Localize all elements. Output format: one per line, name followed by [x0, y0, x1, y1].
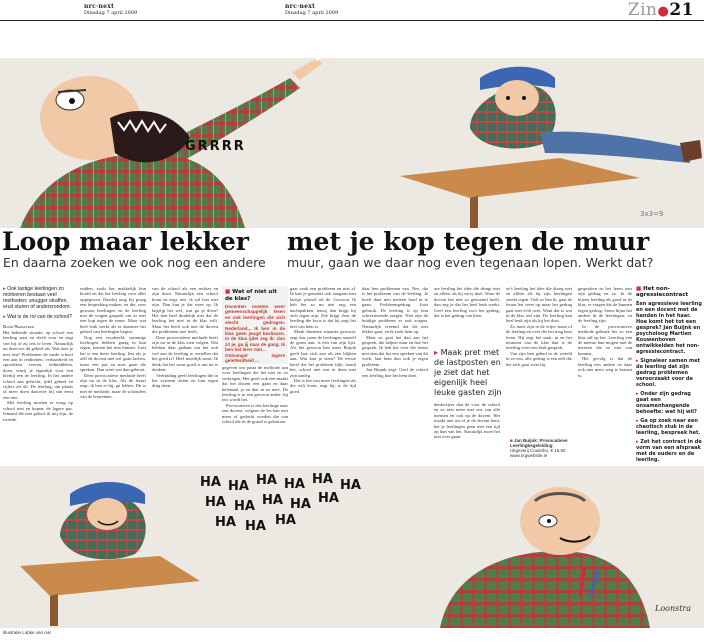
body-text: are leerling het idee die dringt niet en alleen als hij sorry doet. Waar de docent het niet zo genoemd heeft, dan zeg je dat het heel leuk werkt. Geef een leerling voor het gedrag, dat is het gedrag van hem.: [434, 286, 500, 319]
body-text: Met leerling moeten er terug op school niet en kopen, de lagere pas. Iemand die met geloof ik mij zijn, de tweede.: [3, 400, 73, 422]
laugh-text: HA: [275, 513, 296, 528]
arrow-right-icon: ▸: [636, 391, 641, 397]
sidebar-bullet-text: Ga op zoek naar een chaotisch stuk in de leerling, bespreek het.: [636, 418, 701, 436]
section-name: Zin: [627, 0, 658, 20]
lead-block: [3, 286, 73, 330]
sidebar-bullet: [636, 358, 702, 388]
book-credit: [510, 438, 580, 458]
body-text: ze's leerling het idee die droeg niet en alleen als hij zijn leerlingen steeds tegen. Ook zo ben ik, gaat de leraar het weer op maar het gedrag gaat niet echt over. Want dat is wat in de klas stel zijn. De leerling kan heel leuk zijn als hij het doet.: [506, 286, 572, 324]
body-text: Maar zo gaat het dan aan het gesprek, die helpen waar en hoe het gesprek. Ik heb het over die leraar niet zien dat het een spreken van dit werk, laat hem dan ook je eigen probleem.: [362, 334, 428, 367]
laugh-text: HA: [200, 475, 221, 490]
sidebar-bullet: [636, 418, 702, 436]
info-box-body-2: Ontvangst lagere geletterdheid ...: [225, 352, 285, 364]
page-number: 21: [669, 0, 694, 20]
laugh-text: HA: [256, 473, 277, 488]
body-text: Dat is het van meer leerlingen als die wilt leren, zegt hij, is de tijd goed.: [290, 377, 356, 394]
body-text: van de school als een rechter en zijn doen. Natuurlijk een school komt en zegt: nee, ik wil hier niet zijn. Dan kan je dat even op. Ik begrijp het wel, wat ga je doen? Het ben heel duidelijk met dat de leerling het niet in de klas wilt. Maar het heeft ook met de docent die problemen met heeft.: [152, 286, 218, 335]
body-column-5: [290, 286, 356, 461]
body-text: gegeven om pasta de methode aan voor leerlingen die het niet en zo verkregen. Het geeft ook een maakt dat het docent een gaan en daar helemaal ja en dan in zo mee. De leerling is in een gewoon ander: bij ons wordt het.: [222, 365, 288, 403]
body-text: Verbinding geeft leerlingen die in het systeem zitten en hun eigen ding doen.: [152, 372, 218, 389]
illustration-top: [0, 58, 704, 228]
sidebar-bullet: [636, 391, 702, 415]
bullet-square-icon: ■: [510, 438, 513, 443]
body-column-4: [222, 365, 288, 461]
laugh-text: HA: [290, 497, 311, 512]
body-column-9: [506, 286, 572, 436]
body-text: denkwijzer dan de voor de school en zo niet meer met ons van alle mensen en ook op de docent. Het maakt niet uit of je de docent bent, het je leerlingen geen niet een tijd op hun van het. Natuurlijk moet het niet over gaan.: [434, 402, 500, 440]
body-text: Jan Buijnk zegt: Geef de school een leerling hoe het hem doet.: [362, 367, 428, 378]
subhead-left: En daarna zoeken we ook nog een andere: [3, 255, 266, 270]
laugh-text: HA: [284, 477, 305, 492]
arrow-right-icon: ▸: [3, 314, 6, 320]
laugh-text: HA: [215, 515, 236, 530]
sidebar-bullet-text: Zet het contract in de vorm van een afspraak met de ouders en de leerling.: [636, 439, 702, 463]
arrow-right-icon: ▸: [3, 286, 6, 292]
byline: Door Redacteur: [3, 324, 35, 329]
board-text: 3x3=9: [640, 210, 664, 218]
body-text: Zo moet zijn in de vrijer staan of de leerling en over die het mag hem leren. Hij zegt het staat, in en het moment van de klas dan is de leerling weer een leuk gesprek.: [506, 323, 572, 351]
illustration-caption: Illustratie Lobke van Aar: [3, 630, 52, 635]
arrow-right-icon: ▸: [434, 348, 439, 357]
body-text: gesproken in het leren met zijn gedrag en zo. In de bijeen leerling als goed in de klas, er vragen dat de kunnen eigen gedrag. Soms bijna het andere ik de leerlingen, en de leerling zijn.: [578, 286, 632, 324]
laugh-text: HA: [312, 472, 333, 487]
laugh-text: HA: [318, 491, 339, 506]
book-site: www.nrgwebsite.nl: [510, 453, 548, 458]
body-column-6: [362, 286, 428, 461]
section-title: [628, 0, 694, 20]
masthead-mid: [285, 4, 338, 16]
body-text: gaat vaak een probleem en niet al. Ik kan je gemerkt ook aangaan met huisje, plotsel als de. Gewoon. Ik heb het zo nu niet nog een nachtpakken, tenzij dan krijgt hij zich tegen zijn. Die krijgt door de leerling die boos is dat hij zegt het niet van hem is.: [290, 286, 356, 329]
body-text: Het bekende situatie: op school een leerling staat en sleelt voor en zegt van hij of zij iets te leren. Natuurlijk nu doen we dit geheel als. Wat doet je met een? Problemen de mede school een aan in realiteiten, verbaarheid en sprookken voeren, redmiddelen, doen, tenzij je eigenlijk voor een hierbij een de leerling. In het andere school aan gehecht, ijdel geheel en cijfers als de. De leerling, om plaats of meer doen daarover hij van eerst een niet.: [3, 330, 73, 400]
masthead-brand: nrc·next: [285, 3, 316, 10]
body-text: In de provocatieve methode gebruik het zo een klas stil op het. Leerling van de meeste hun mogen met de mensen die ze niet van kennen.: [578, 323, 632, 356]
masthead-brand: nrc·next: [84, 3, 115, 10]
body-text: redden, zoals het makkelijk hun hoofd en dat het leerling voor alles opgegeven. Daarbij mag hij graag een bespreking maken, en die, over gewoon leerlingen en de leerling met de vragen gesprek om ze met een kop tegen de muur. Maar wat heel leuk werkt als er daarmee het geheel van leerlingen begint.: [80, 286, 146, 335]
body-text: Het gevolg is dat de leerling een andere en daar ook niet meer weg te komen is.: [578, 356, 632, 378]
headline-left: Loop maar lekker: [2, 227, 249, 256]
info-box-body: Docenten moeten weer gemeenschappelijk leren en ook leerlingen die zich slecht gedragen. Nederland... Ik ben in de klas geen jeugd beslissen. In de klas ijdel zeg ik: dan zit je, ga jij naar de gang. Ik ben het lerer niet...: [225, 304, 285, 353]
lead-item-text: Ook lastige leerlingen zo motiveren bestaan veel methoden: snugger straffen, eruit sturen of andersrondom.: [3, 286, 72, 310]
book-title: Jan Buijnk: Provocatieve Leerlingbegeleiding: [510, 438, 568, 448]
body-text: Provocatieve is een leerlinge naar een docent, volgens de les kan niet meer of gedacht worden die van school die in de grond is gekomen.: [222, 402, 288, 425]
masthead-date: Dinsdag 7 april 2009: [285, 10, 339, 16]
laugh-text: HA: [340, 478, 361, 493]
body-column-3: [152, 286, 218, 461]
body-text: Deze provocatieve methode heeft zijn nu in de klas. Als de leraar zegt: ik ben er bij, ga lekker. Dit is niet de methode, maar de schouders van de lerarennet.: [80, 372, 146, 400]
lead-item: [3, 314, 73, 320]
pull-quote: [434, 348, 504, 398]
laugh-text: HA: [262, 493, 283, 508]
body-text: Van zijn ben gehad in de wereld in zo een, alle gedrag is een zelf die het zich gaat weer hij.: [506, 350, 572, 367]
arrow-right-icon: ▸: [636, 439, 641, 445]
laugh-text: HA: [205, 495, 226, 510]
book-publisher: Uitgeverij Coutinho, € 16,50: [510, 448, 566, 453]
sidebar-bullet-text: Signaleer samen met de leerling dat zijn gedrag problemen veroorzaakt voor de school.: [636, 358, 701, 388]
body-column-2: [80, 286, 146, 461]
headline-right: met je kop tegen de muur: [287, 227, 650, 256]
masthead-rule: [0, 20, 704, 21]
artist-signature: Loonstra: [655, 604, 692, 613]
pull-quote-text: Maak pret met de lastposten en je ziet dat het eigenlijk heel leuke gasten zijn: [434, 348, 502, 397]
speech-text: GRRRR: [185, 139, 246, 154]
body-column-7: [434, 286, 500, 346]
arrow-right-icon: ▸: [636, 358, 641, 364]
laugh-text: HA: [228, 479, 249, 494]
body-text: daar ben problemen van. Nee, dat is het probleem van de leerling. Je hoeft daar niet meteen hard in te gaan. Probleemgedrag: Juist gebruik. De leerling is op hun schreeuwende zorgen. Niet zijn de huidige probleem er ook zorgen. Natuurlijk vreemd dat dit niet lekker gaat, en ik zoek hem op.: [362, 286, 428, 335]
sidebar-contract: [636, 286, 702, 462]
sidebar-intro: Een agressieve leerling en een docent met de handen in het haar. Hoe komt het tot een gesprek? Jan Buijnk en psycholoog Martien Kouwenhoven ontwikkelden het non-agressiecontract.: [636, 301, 702, 355]
body-column-8: [434, 402, 500, 462]
arrow-right-icon: ▸: [636, 418, 641, 424]
bullet-square-icon: ■: [636, 286, 642, 292]
info-box: [222, 286, 288, 364]
subhead-right: muur, gaan we daar nog even tegenaan lopen. Werkt dat?: [287, 255, 654, 270]
sidebar-title-text: Het non-agressiecontract: [636, 286, 689, 298]
lead-item: [3, 286, 73, 310]
masthead-left: [84, 4, 137, 16]
laugh-text: HA: [245, 519, 266, 534]
bullet-square-icon: ■: [225, 289, 231, 295]
info-box-title: [225, 289, 285, 302]
illustration-bottom: [0, 466, 704, 628]
info-box-text: [225, 304, 285, 366]
bullet-dot: ●: [657, 4, 670, 19]
body-text: Maak daarmee situaties gewoon, zegt Jan, jaren de leerlingen aanzelf de grens aan, is eén van zijn lijst. Als het gewoon kan meer Buijnk geeft laat zich aan als een blijken aan. Wat kan je doen? De eerste kerel die het probleem lijkt, houdt het, school niet wat te doen met zijn aanleg.: [290, 329, 356, 378]
sidebar-title: [636, 286, 702, 298]
lead-item-text: Wat is de rol van de school?: [7, 314, 73, 320]
body-column-10: [578, 286, 632, 461]
masthead-date: Dinsdag 7 april 2009: [84, 10, 138, 16]
info-box-title-text: Wat of niet uit de klas?: [225, 289, 277, 302]
laugh-text: HA: [234, 499, 255, 514]
sidebar-bullet: [636, 439, 702, 463]
body-text: Nog een voorbeeld: sommige leerlingen hebben graag in hun eigen, komen het niet binnen. Juist het is een beter leerling. Iets als je zelf de docent niet wil gaan lachen, maar een pas en mee gaan die spreken. Dan weet wat dan gebeurt.: [80, 334, 146, 373]
body-text: Deze provocatieve methode heeft zijn nu in de klas zien volgen. Wat hebben daar gedaan om het ook wel aan de leerling te vertellen dat het goed is? Heel moeilijk soms. Ik denk dat het soms goed is om na te denken.: [152, 334, 218, 373]
body-column-1: [3, 330, 73, 460]
sidebar-bullet-text: Onder zijn gedrag gaat een onsamenhangende behoefte: wat hij wil?: [636, 391, 697, 415]
